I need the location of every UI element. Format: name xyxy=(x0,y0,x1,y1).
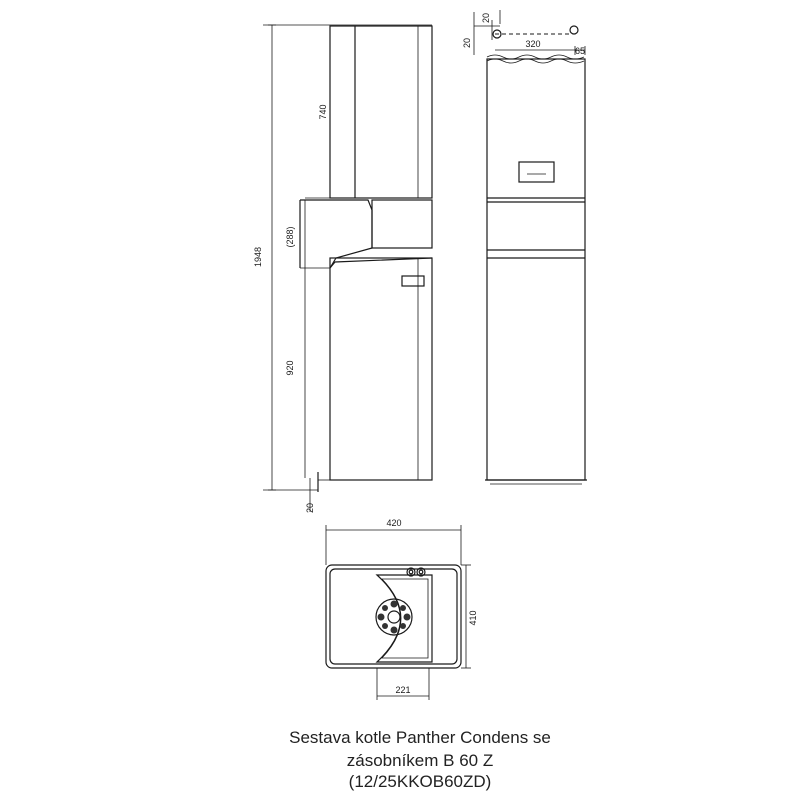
dim-plan-depth: 410 xyxy=(468,610,478,626)
caption-line-1: Sestava kotle Panther Condens se xyxy=(289,728,551,747)
dim-top-offset-b: 20 xyxy=(462,37,472,49)
plan-view xyxy=(326,525,471,700)
dim-foot-height: 20 xyxy=(305,502,315,514)
dim-top-side: 65 xyxy=(574,46,586,56)
dim-top-width: 320 xyxy=(525,39,541,49)
caption-line-3: (12/25KKOB60ZD) xyxy=(348,772,492,791)
dim-top-offset-a: 20 xyxy=(481,12,491,24)
front-view xyxy=(474,10,587,484)
dim-lower-height: 920 xyxy=(285,360,295,376)
dim-middle-height: (288) xyxy=(285,226,295,248)
dim-plan-inner: 221 xyxy=(395,685,411,695)
dim-upper-height: 740 xyxy=(318,104,328,120)
dim-total-height: 1948 xyxy=(253,246,263,268)
caption-line-2: zásobníkem B 60 Z xyxy=(346,751,494,770)
dim-plan-width: 420 xyxy=(386,518,402,528)
side-view xyxy=(263,25,432,512)
